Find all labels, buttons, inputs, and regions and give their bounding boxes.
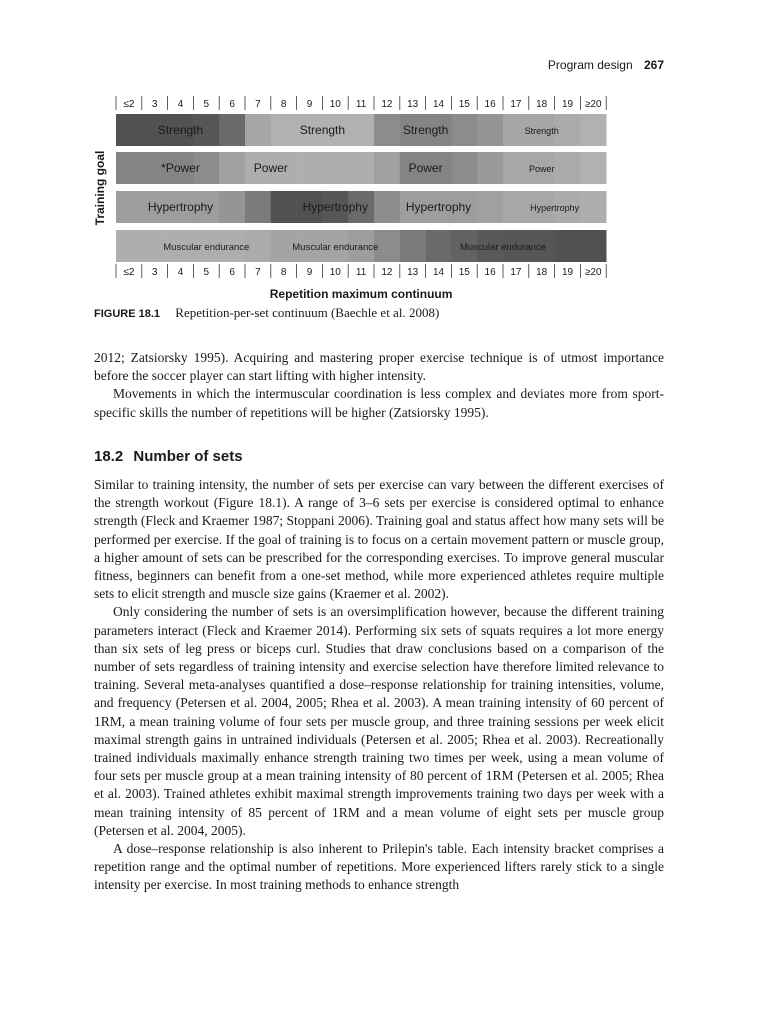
- cell-label: Muscular endurance: [292, 242, 379, 253]
- tick-label-top: 6: [229, 99, 235, 110]
- cell-label: Strength: [402, 123, 449, 137]
- continuum-cell: [555, 230, 581, 262]
- tick-label-top: 11: [355, 99, 367, 110]
- continuum-cell: [580, 152, 606, 184]
- tick-label-top: 18: [536, 99, 548, 110]
- body-text-main: [94, 476, 664, 895]
- y-axis-label: Training goal: [93, 150, 107, 226]
- cell-label: Power: [253, 161, 288, 175]
- repetition-continuum-figure: [0, 0, 768, 305]
- tick-label-bottom: ≥20: [584, 267, 602, 278]
- tick-label-top: 14: [432, 99, 445, 110]
- tick-label-top: 4: [177, 99, 184, 110]
- continuum-cell: [348, 152, 374, 184]
- paragraph: Only considering the number of sets is an oversimplification however, because the different training parameters interact (Fleck and Kraemer 2014). Performing six sets of squats requires a lot more energy than six sets of leg press or biceps curl. Studies that draw conclusions based on a comparison of the number of sets regardless of training intensity and exercise selection have therefore limited relevance to training. Several meta-analyses quantified a dose–response relationship for training intensities, volume, and frequency (Petersen et al. 2004, 2005; Rhea et al. 2003). A mean training intensity of 60 percent of 1RM, a mean training volume of four sets per muscle group, and three training sessions per week elicit maximal strength gains in untrained individuals (Petersen et al. 2005; Rhea et al. 2003). Recreationally trained individuals maximally enhance strength training two times per week, using a mean volume of four sets per muscle group at a mean training intensity of 80 percent of 1RM (Petersen et al. 2005; Rhea et al. 2003). Trained athletes exhibit maximal strength improvements training two days per week with a mean training intensity of 85 percent of 1RM and a mean volume of eight sets per muscle group (Petersen et al. 2004, 2005).: [94, 604, 664, 838]
- continuum-cell: [271, 114, 297, 146]
- cell-label: Hypertrophy: [147, 200, 214, 214]
- continuum-cell: [477, 114, 503, 146]
- cell-label: Power: [528, 164, 555, 174]
- continuum-cell: [503, 152, 529, 184]
- page-number: 267: [643, 58, 664, 72]
- continuum-cell: [580, 230, 606, 262]
- cell-label: *Power: [161, 161, 200, 175]
- cell-label: Hypertrophy: [405, 200, 472, 214]
- tick-label-bottom: 11: [355, 267, 367, 278]
- tick-label-top: 16: [484, 99, 496, 110]
- tick-label-top: ≤2: [123, 99, 135, 110]
- figure-caption: [94, 305, 674, 321]
- tick-label-bottom: 14: [432, 267, 445, 278]
- paragraph: Similar to training intensity, the number of sets per exercise can vary between the different exercises of the strength workout (Figure 18.1). A range of 3–6 sets per exercise is considered optimal to enhance strength (Fleck and Kraemer 1987; Stoppani 2006). Training goal and status affect how many sets will be performed per exercise. If the goal of training is to focus on a certain movement pattern or muscle group, a higher amount of sets can be prescribed for the corresponding exercises. To improve general muscular fitness, beginners can benefit from a one-set method, while more experienced athletes require multiple sets to elicit strength and muscle size gains (Kraemer et al. 2002).: [94, 477, 664, 602]
- continuum-cell: [477, 191, 503, 223]
- body-text-top: [94, 349, 664, 422]
- paragraph: Movements in which the intermuscular coordination is less complex and deviates more from sport-specific skills the number of repetitions will be higher (Zatsiorsky 1995).: [94, 386, 664, 420]
- tick-label-bottom: 12: [381, 267, 393, 278]
- tick-label-top: 17: [510, 99, 522, 110]
- continuum-cell: [116, 152, 142, 184]
- tick-label-top: 3: [151, 99, 158, 110]
- tick-label-bottom: 3: [151, 267, 158, 278]
- paragraph: 2012; Zatsiorsky 1995). Acquiring and mastering proper exercise technique is of utmost importance before the soccer player can start lifting with higher intensity.: [94, 350, 664, 384]
- tick-label-top: 5: [203, 99, 210, 110]
- tick-label-top: 10: [329, 99, 341, 110]
- running-head-title: Program design: [547, 58, 633, 72]
- continuum-cell: [297, 152, 323, 184]
- tick-label-bottom: 15: [458, 267, 470, 278]
- section-number: 18.2: [94, 448, 124, 465]
- tick-label-bottom: 19: [561, 267, 574, 278]
- cell-label: Strength: [157, 123, 204, 137]
- continuum-cell: [271, 191, 297, 223]
- continuum-cell: [503, 191, 529, 223]
- continuum-cell: [374, 152, 400, 184]
- tick-label-bottom: 13: [407, 267, 419, 278]
- figure-caption-label: FIGURE 18.1: [94, 308, 161, 320]
- continuum-cell: [245, 191, 271, 223]
- continuum-cell: [374, 191, 400, 223]
- tick-label-bottom: ≤2: [123, 267, 135, 278]
- continuum-cell: [400, 230, 426, 262]
- tick-label-bottom: 5: [203, 267, 210, 278]
- continuum-cell: [322, 152, 348, 184]
- tick-label-top: 8: [280, 99, 287, 110]
- continuum-cell: [451, 152, 477, 184]
- tick-label-top: 12: [381, 99, 393, 110]
- continuum-cell: [580, 191, 606, 223]
- section-heading: [94, 448, 243, 465]
- tick-label-top: 15: [458, 99, 470, 110]
- tick-label-top: 13: [407, 99, 419, 110]
- cell-label: Power: [408, 161, 443, 175]
- tick-label-bottom: 10: [329, 267, 341, 278]
- tick-label-bottom: 18: [536, 267, 548, 278]
- cell-label: Strength: [299, 123, 346, 137]
- tick-label-top: 9: [306, 99, 313, 110]
- cell-label: Hypertrophy: [302, 200, 368, 214]
- tick-label-top: 7: [255, 99, 261, 110]
- continuum-cell: [451, 114, 477, 146]
- tick-label-bottom: 7: [255, 267, 261, 278]
- tick-label-top: 19: [561, 99, 574, 110]
- continuum-cell: [219, 191, 245, 223]
- tick-label-bottom: 16: [484, 267, 496, 278]
- x-axis-label: Repetition maximum continuum: [269, 287, 453, 301]
- cell-label: Muscular endurance: [459, 242, 547, 253]
- continuum-cell: [555, 152, 581, 184]
- continuum-cell: [426, 230, 452, 262]
- tick-label-top: ≥20: [584, 99, 602, 110]
- continuum-cell: [477, 152, 503, 184]
- continuum-cell: [116, 230, 142, 262]
- continuum-cell: [219, 114, 245, 146]
- continuum-cell: [580, 114, 606, 146]
- continuum-cell: [116, 114, 142, 146]
- cell-label: Muscular endurance: [163, 242, 250, 253]
- tick-label-bottom: 9: [306, 267, 313, 278]
- tick-label-bottom: 17: [510, 267, 522, 278]
- continuum-cell: [348, 114, 374, 146]
- cell-label: Strength: [524, 126, 559, 136]
- section-title: Number of sets: [133, 448, 243, 465]
- tick-label-bottom: 4: [177, 267, 184, 278]
- cell-label: Hypertrophy: [530, 203, 580, 213]
- tick-label-bottom: 8: [280, 267, 287, 278]
- continuum-cell: [374, 114, 400, 146]
- figure-caption-text: Repetition-per-set continuum (Baechle et al. 2008): [175, 305, 440, 320]
- continuum-cell: [116, 191, 142, 223]
- continuum-cell: [219, 152, 245, 184]
- paragraph: A dose–response relationship is also inherent to Prilepin's table. Each intensity bracket comprises a repetition range and the optimal number of repetitions. More experienced lifters rarely stick to a single intensity per exercise. In most training methods to enhance strength: [94, 841, 664, 893]
- continuum-cell: [245, 114, 271, 146]
- tick-label-bottom: 6: [229, 267, 235, 278]
